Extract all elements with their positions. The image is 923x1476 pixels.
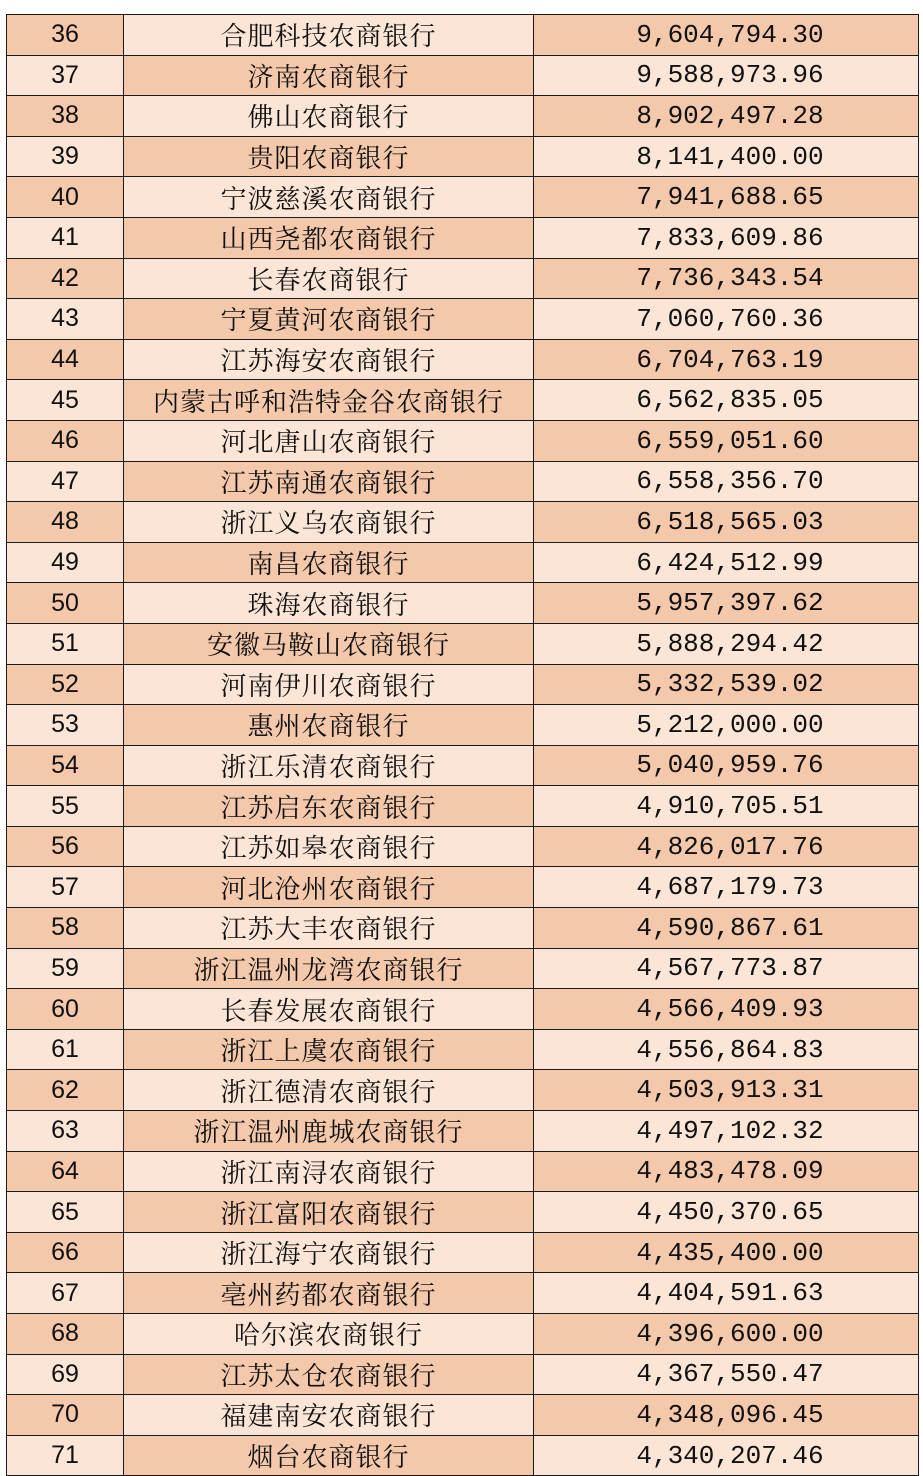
table-row <box>7 1395 919 1436</box>
bank-name-cell: 长春农商银行 <box>124 258 534 299</box>
rank-cell: 66 <box>7 1232 124 1273</box>
table-row <box>7 867 919 908</box>
rank-cell: 53 <box>7 705 124 746</box>
table-row <box>7 1029 919 1070</box>
amount-cell: 6,559,051.60 <box>534 420 919 461</box>
bank-name-cell: 浙江海宁农商银行 <box>124 1232 534 1273</box>
rank-cell: 48 <box>7 502 124 543</box>
bank-name-cell: 哈尔滨农商银行 <box>124 1314 534 1355</box>
rank-cell: 47 <box>7 461 124 502</box>
table-body <box>7 15 919 1476</box>
bank-name-cell: 山西尧都农商银行 <box>124 217 534 258</box>
bank-name-cell: 浙江富阳农商银行 <box>124 1192 534 1233</box>
amount-cell: 6,562,835.05 <box>534 380 919 421</box>
table-row <box>7 420 919 461</box>
table-row <box>7 339 919 380</box>
amount-cell: 7,736,343.54 <box>534 258 919 299</box>
bank-name-cell: 浙江乐清农商银行 <box>124 745 534 786</box>
amount-cell: 4,556,864.83 <box>534 1029 919 1070</box>
amount-cell: 4,503,913.31 <box>534 1070 919 1111</box>
table-row <box>7 583 919 624</box>
rank-cell: 59 <box>7 948 124 989</box>
table-row <box>7 299 919 340</box>
bank-name-cell: 浙江德清农商银行 <box>124 1070 534 1111</box>
bank-name-cell: 浙江温州龙湾农商银行 <box>124 948 534 989</box>
bank-name-cell: 内蒙古呼和浩特金谷农商银行 <box>124 380 534 421</box>
amount-cell: 5,888,294.42 <box>534 623 919 664</box>
table-row <box>7 1273 919 1314</box>
bank-name-cell: 江苏如皋农商银行 <box>124 826 534 867</box>
bank-name-cell: 江苏大丰农商银行 <box>124 908 534 949</box>
table-row <box>7 55 919 96</box>
bank-name-cell: 福建南安农商银行 <box>124 1395 534 1436</box>
amount-cell: 6,704,763.19 <box>534 339 919 380</box>
table-row <box>7 1151 919 1192</box>
bank-name-cell: 宁夏黄河农商银行 <box>124 299 534 340</box>
bank-name-cell: 河南伊川农商银行 <box>124 664 534 705</box>
bank-name-cell: 浙江南浔农商银行 <box>124 1151 534 1192</box>
rank-cell: 41 <box>7 217 124 258</box>
rank-cell: 42 <box>7 258 124 299</box>
rank-cell: 60 <box>7 989 124 1030</box>
bank-name-cell: 佛山农商银行 <box>124 96 534 137</box>
amount-cell: 4,340,207.46 <box>534 1435 919 1476</box>
amount-cell: 4,348,096.45 <box>534 1395 919 1436</box>
amount-cell: 7,833,609.86 <box>534 217 919 258</box>
bank-name-cell: 浙江义乌农商银行 <box>124 502 534 543</box>
table-row <box>7 1111 919 1152</box>
rank-cell: 61 <box>7 1029 124 1070</box>
table-row <box>7 258 919 299</box>
rank-cell: 68 <box>7 1314 124 1355</box>
amount-cell: 4,826,017.76 <box>534 826 919 867</box>
rank-cell: 57 <box>7 867 124 908</box>
table-row <box>7 1314 919 1355</box>
amount-cell: 4,497,102.32 <box>534 1111 919 1152</box>
bank-name-cell: 合肥科技农商银行 <box>124 15 534 56</box>
table-row <box>7 1435 919 1476</box>
table-row <box>7 623 919 664</box>
table-row <box>7 542 919 583</box>
rank-cell: 54 <box>7 745 124 786</box>
bank-name-cell: 宁波慈溪农商银行 <box>124 177 534 218</box>
table-row <box>7 1070 919 1111</box>
amount-cell: 4,590,867.61 <box>534 908 919 949</box>
amount-cell: 4,435,400.00 <box>534 1232 919 1273</box>
amount-cell: 4,396,600.00 <box>534 1314 919 1355</box>
table-row <box>7 96 919 137</box>
rank-cell: 52 <box>7 664 124 705</box>
rank-cell: 64 <box>7 1151 124 1192</box>
table-row <box>7 908 919 949</box>
rank-cell: 38 <box>7 96 124 137</box>
table-row <box>7 502 919 543</box>
rank-cell: 40 <box>7 177 124 218</box>
amount-cell: 5,212,000.00 <box>534 705 919 746</box>
rank-cell: 67 <box>7 1273 124 1314</box>
bank-name-cell: 长春发展农商银行 <box>124 989 534 1030</box>
bank-name-cell: 珠海农商银行 <box>124 583 534 624</box>
bank-name-cell: 安徽马鞍山农商银行 <box>124 623 534 664</box>
rank-cell: 46 <box>7 420 124 461</box>
amount-cell: 8,902,497.28 <box>534 96 919 137</box>
amount-cell: 4,567,773.87 <box>534 948 919 989</box>
bank-name-cell: 江苏太仓农商银行 <box>124 1354 534 1395</box>
amount-cell: 6,558,356.70 <box>534 461 919 502</box>
bank-name-cell: 惠州农商银行 <box>124 705 534 746</box>
table-row <box>7 1192 919 1233</box>
rank-cell: 58 <box>7 908 124 949</box>
bank-name-cell: 江苏启东农商银行 <box>124 786 534 827</box>
table-row <box>7 745 919 786</box>
bank-name-cell: 河北沧州农商银行 <box>124 867 534 908</box>
bank-ranking-table <box>6 14 919 1476</box>
table-row <box>7 989 919 1030</box>
amount-cell: 4,687,179.73 <box>534 867 919 908</box>
rank-cell: 55 <box>7 786 124 827</box>
table-row <box>7 1232 919 1273</box>
bank-name-cell: 江苏南通农商银行 <box>124 461 534 502</box>
rank-cell: 44 <box>7 339 124 380</box>
bank-name-cell: 济南农商银行 <box>124 55 534 96</box>
amount-cell: 8,141,400.00 <box>534 136 919 177</box>
rank-cell: 63 <box>7 1111 124 1152</box>
rank-cell: 51 <box>7 623 124 664</box>
rank-cell: 43 <box>7 299 124 340</box>
table-row <box>7 380 919 421</box>
amount-cell: 7,941,688.65 <box>534 177 919 218</box>
rank-cell: 45 <box>7 380 124 421</box>
amount-cell: 6,518,565.03 <box>534 502 919 543</box>
amount-cell: 6,424,512.99 <box>534 542 919 583</box>
rank-cell: 65 <box>7 1192 124 1233</box>
bank-name-cell: 南昌农商银行 <box>124 542 534 583</box>
rank-cell: 50 <box>7 583 124 624</box>
bank-name-cell: 贵阳农商银行 <box>124 136 534 177</box>
amount-cell: 5,332,539.02 <box>534 664 919 705</box>
rank-cell: 62 <box>7 1070 124 1111</box>
amount-cell: 9,604,794.30 <box>534 15 919 56</box>
bank-name-cell: 亳州药都农商银行 <box>124 1273 534 1314</box>
amount-cell: 4,404,591.63 <box>534 1273 919 1314</box>
amount-cell: 5,957,397.62 <box>534 583 919 624</box>
amount-cell: 4,910,705.51 <box>534 786 919 827</box>
table-row <box>7 217 919 258</box>
table-row <box>7 136 919 177</box>
rank-cell: 49 <box>7 542 124 583</box>
rank-cell: 39 <box>7 136 124 177</box>
amount-cell: 4,367,550.47 <box>534 1354 919 1395</box>
rank-cell: 56 <box>7 826 124 867</box>
ranking-table-container <box>6 14 918 1476</box>
amount-cell: 4,483,478.09 <box>534 1151 919 1192</box>
table-row <box>7 177 919 218</box>
rank-cell: 36 <box>7 15 124 56</box>
table-row <box>7 786 919 827</box>
bank-name-cell: 浙江温州鹿城农商银行 <box>124 1111 534 1152</box>
bank-name-cell: 烟台农商银行 <box>124 1435 534 1476</box>
rank-cell: 71 <box>7 1435 124 1476</box>
table-row <box>7 705 919 746</box>
table-row <box>7 15 919 56</box>
rank-cell: 69 <box>7 1354 124 1395</box>
amount-cell: 7,060,760.36 <box>534 299 919 340</box>
amount-cell: 4,450,370.65 <box>534 1192 919 1233</box>
rank-cell: 70 <box>7 1395 124 1436</box>
table-row <box>7 1354 919 1395</box>
bank-name-cell: 浙江上虞农商银行 <box>124 1029 534 1070</box>
table-row <box>7 664 919 705</box>
rank-cell: 37 <box>7 55 124 96</box>
table-row <box>7 948 919 989</box>
bank-name-cell: 江苏海安农商银行 <box>124 339 534 380</box>
amount-cell: 5,040,959.76 <box>534 745 919 786</box>
amount-cell: 9,588,973.96 <box>534 55 919 96</box>
amount-cell: 4,566,409.93 <box>534 989 919 1030</box>
bank-name-cell: 河北唐山农商银行 <box>124 420 534 461</box>
table-row <box>7 461 919 502</box>
table-row <box>7 826 919 867</box>
